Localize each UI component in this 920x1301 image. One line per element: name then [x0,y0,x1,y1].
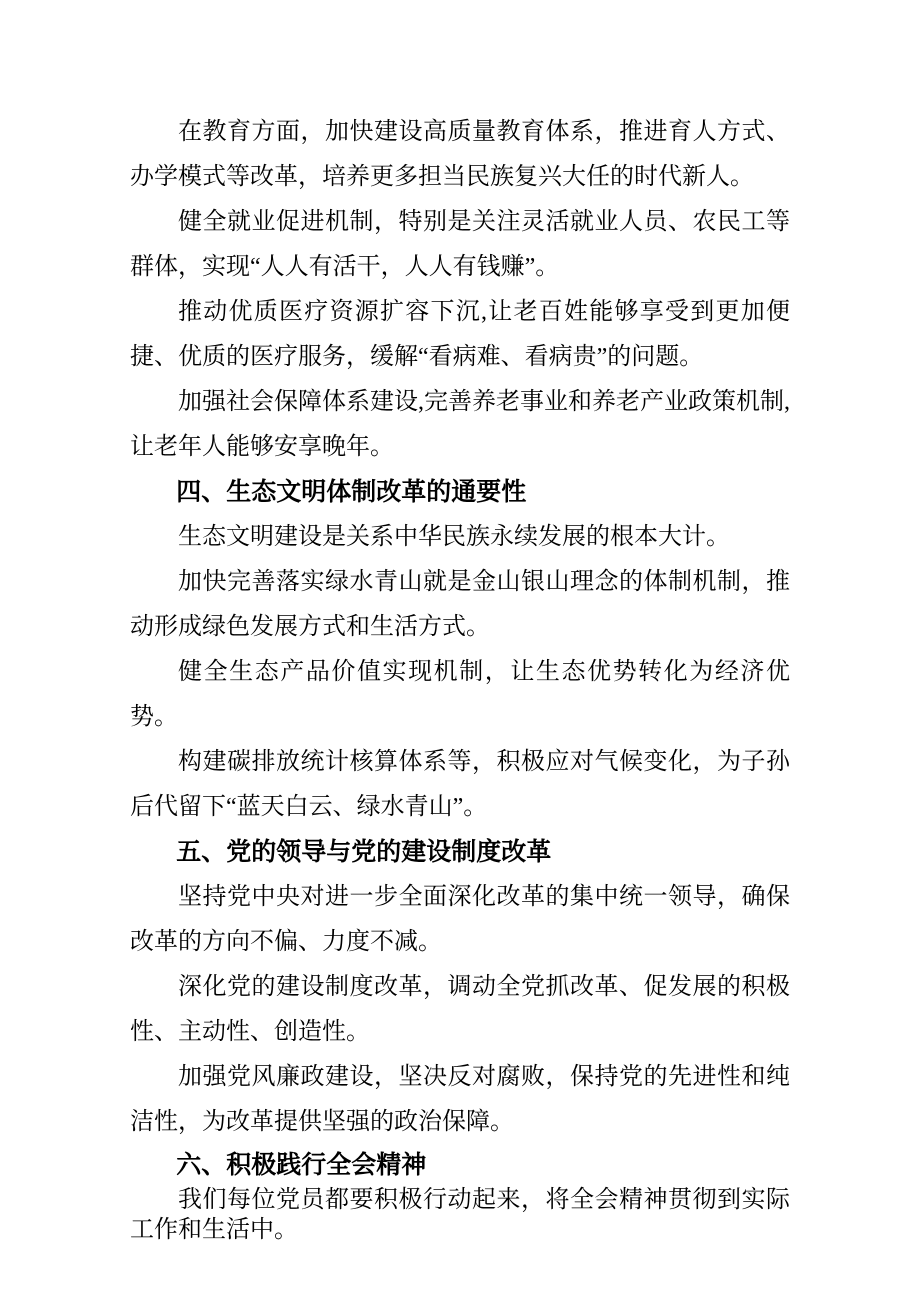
body-paragraph: 推动优质医疗资源扩容下沉,让老百姓能够享受到更加便捷、优质的医疗服务，缓解“看病难、看病贵”的问题。 [130,299,790,370]
body-paragraph: 构建碳排放统计核算体系等，积极应对气候变化，为子孙后代留下“蓝天白云、绿水青山”。 [130,749,790,820]
body-paragraph: 生态文明建设是关系中华民族永续发展的根本大计。 [178,524,730,550]
body-paragraph: 加快完善落实绿水青山就是金山银山理念的体制机制，推动形成绿色发展方式和生活方式。 [130,569,790,640]
body-paragraph: 我们每位党员都要积极行动起来，将全会精神贯彻到实际工作和生活中。 [130,1187,790,1243]
body-paragraph: 坚持党中央对进一步全面深化改革的集中统一领导，确保改革的方向不偏、力度不减。 [130,884,790,955]
section-heading: 六、积极践行全会精神 [176,1151,427,1179]
document-content [130,110,790,1245]
body-paragraph: 健全就业促进机制，特别是关注灵活就业人员、农民工等群体，实现“人人有活干，人人有钱赚”。 [130,209,790,280]
body-paragraph: 加强党风廉政建设，坚决反对腐败，保持党的先进性和纯洁性，为改革提供坚强的政治保障。 [130,1064,790,1135]
body-paragraph: 深化党的建设制度改革，调动全党抓改革、促发展的积极性、主动性、创造性。 [130,974,790,1045]
section-heading: 五、党的领导与党的建设制度改革 [176,838,552,866]
body-paragraph: 健全生态产品价值实现机制，让生态优势转化为经济优势。 [130,659,790,730]
body-paragraph: 加强社会保障体系建设,完善养老事业和养老产业政策机制,让老年人能够安享晚年。 [130,389,790,460]
section-heading: 四、生态文明体制改革的通要性 [176,478,527,506]
body-paragraph: 在教育方面，加快建设高质量教育体系，推进育人方式、办学模式等改革，培养更多担当民族复兴大任的时代新人。 [130,119,790,190]
